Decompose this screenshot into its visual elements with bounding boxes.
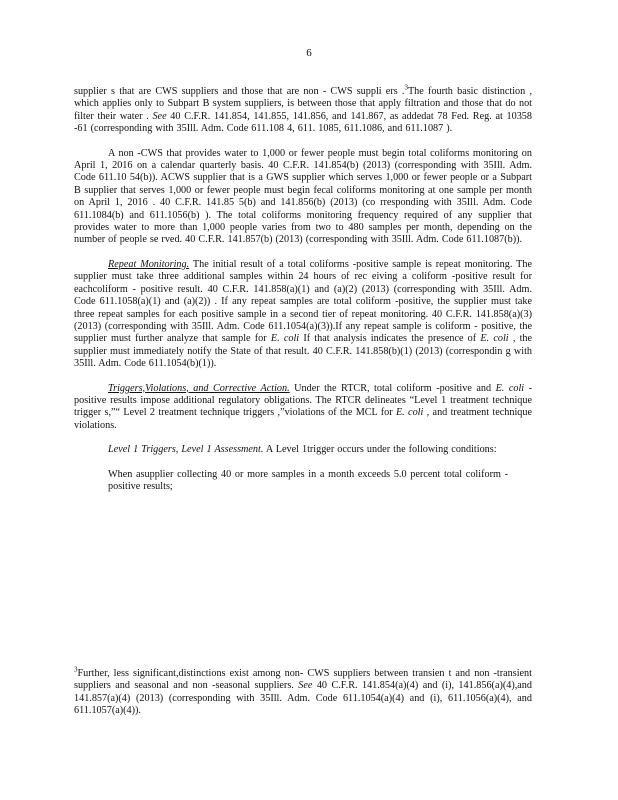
species-name: E. coli xyxy=(495,382,525,394)
species-name: E. coli xyxy=(395,407,424,419)
paragraph-text: A Level 1trigger occurs under the following conditions: xyxy=(263,444,497,456)
footnote-text: Further, less significant,distinctions exist among non- CWS suppliers between transien t and non -transient suppliers and seasonal and non -seasonal suppliers. xyxy=(74,668,532,692)
paragraph-text: A non -CWS that provides water to 1,000 or fewer people must begin total coliforms monitoring on April 1, 2016 on a calendar quarterly basis. 40 C.F.R. 141.854(b) (2013) (corresponding with 35Ill. Adm. Code 611.10 54(b)). ACWS supplier that is a GWS supplier which serves 1,000 or fewer people or a Subpart B supplier that serves 1,000 or fewer people must begin fecal coliforms monitoring at one sample per month on April 1, 2016 . 40 C.F.R. 141.85 5(b) and 141.856(b) (2013) (co rresponding with 35Ill. Adm. Code 611.1084(b) and 611.1056(b) ). The total coliforms monitoring frequency required of any supplier that provides water to more than 1,000 people varies from two to 480 samples per month, depending on the number of people se rved. 40 C.F.R. 141.857(b) (2013) (corresponding with 35Ill. Adm. Code 611.1087(b)). xyxy=(74,147,532,246)
footnote-text: 40 C.F.R. 141.854(a)(4) and (i), 141.856(a)(4),and 141.857(a)(4) (2013) (corresponding with 35Ill. Adm. Code 611.1054(a)(4) and (i), 611.1056(a)(4), and 611.1057(a)(4)). xyxy=(74,680,532,717)
condition-item xyxy=(108,469,508,494)
paragraph-text: When asupplier collecting 40 or more samples in a month exceeds 5.0 percent total coliform -positive results; xyxy=(108,468,508,492)
paragraph-text: The fourth basic distinction , which applies only to Subpart B system suppliers, is between those that apply filtration and those that do not filter their water . xyxy=(74,86,532,122)
species-name: E. coli xyxy=(270,333,300,345)
paragraph-text: The initial result of a total coliforms -positive sample is repeat monitoring. The supplier must take three additional samples within 24 hours of rec eiving a coliform -positive result for eachcoliform - positive result. 40 C.F.R. 141.858(a)(1) and (a)(2) (2013) (corresponding with 35Ill. Adm. Code 611.1058(a)(1) and (a)(2)) . If any repeat samples are total coliform -positive, the supplier must take three repeat samples for each positive sample in a second tier of repeat monitoring. 40 C.F.R. 141.858(a)(3) (2013) (corresponding with 35Ill. Adm. Code 611.1054(a)(3)).If any repeat sample is coliform - positive, the supplier must further analyze that sample for xyxy=(74,258,532,345)
citation-signal: See xyxy=(152,110,167,122)
paragraph-triggers-violations xyxy=(74,383,532,433)
paragraph-text: , and treatment technique violations. xyxy=(74,407,533,431)
page-number: 6 xyxy=(306,47,312,59)
paragraph-supplier-distinctions xyxy=(74,83,532,136)
paragraph-repeat-monitoring xyxy=(74,259,532,371)
footnote-reference: 3 xyxy=(404,83,408,92)
species-name: E. coli xyxy=(480,333,509,345)
citation-signal: See xyxy=(298,680,313,692)
section-heading-level1: Level 1 Triggers, Level 1 Assessment. xyxy=(108,444,264,456)
paragraph-text: -positive results impose additional regulatory obligations. The RTCR delineates “Level 1 treatment technique trigger s,”“ Level 2 treatment technique triggers ,”violations of the MCL for xyxy=(74,382,533,419)
paragraph-text: 40 C.F.R. 141.854, 141.855, 141.856, and 141.867, as addedat 78 Fed. Reg. at 10358 -61 (corresponding with 35Ill. Adm. Code 611.108 4, 611. 1085, 611.1086, and 611.1087 ). xyxy=(74,110,532,135)
paragraph-level1-triggers xyxy=(74,444,532,456)
footnote-marker: 3 xyxy=(74,665,78,674)
footnote xyxy=(74,665,532,718)
section-heading-triggers: Triggers,Violations, and Corrective Action. xyxy=(108,382,290,394)
paragraph-text: supplier s that are CWS suppliers and those that are non - CWS suppli ers . xyxy=(74,86,405,97)
paragraph-monitoring-start xyxy=(74,148,532,247)
document-body xyxy=(74,83,533,493)
section-heading-repeat-monitoring: Repeat Monitoring. xyxy=(108,258,190,270)
paragraph-text: , the supplier must immediately notify the State of that result. 40 C.F.R. 141.858(b)(1) (2013) (correspondin g with 35Ill. Adm. Code 611.1054(b)(1)). xyxy=(74,333,533,370)
paragraph-text: If that analysis indicates the presence of xyxy=(299,333,481,345)
paragraph-text: Under the RTCR, total coliform -positive and xyxy=(289,382,496,394)
